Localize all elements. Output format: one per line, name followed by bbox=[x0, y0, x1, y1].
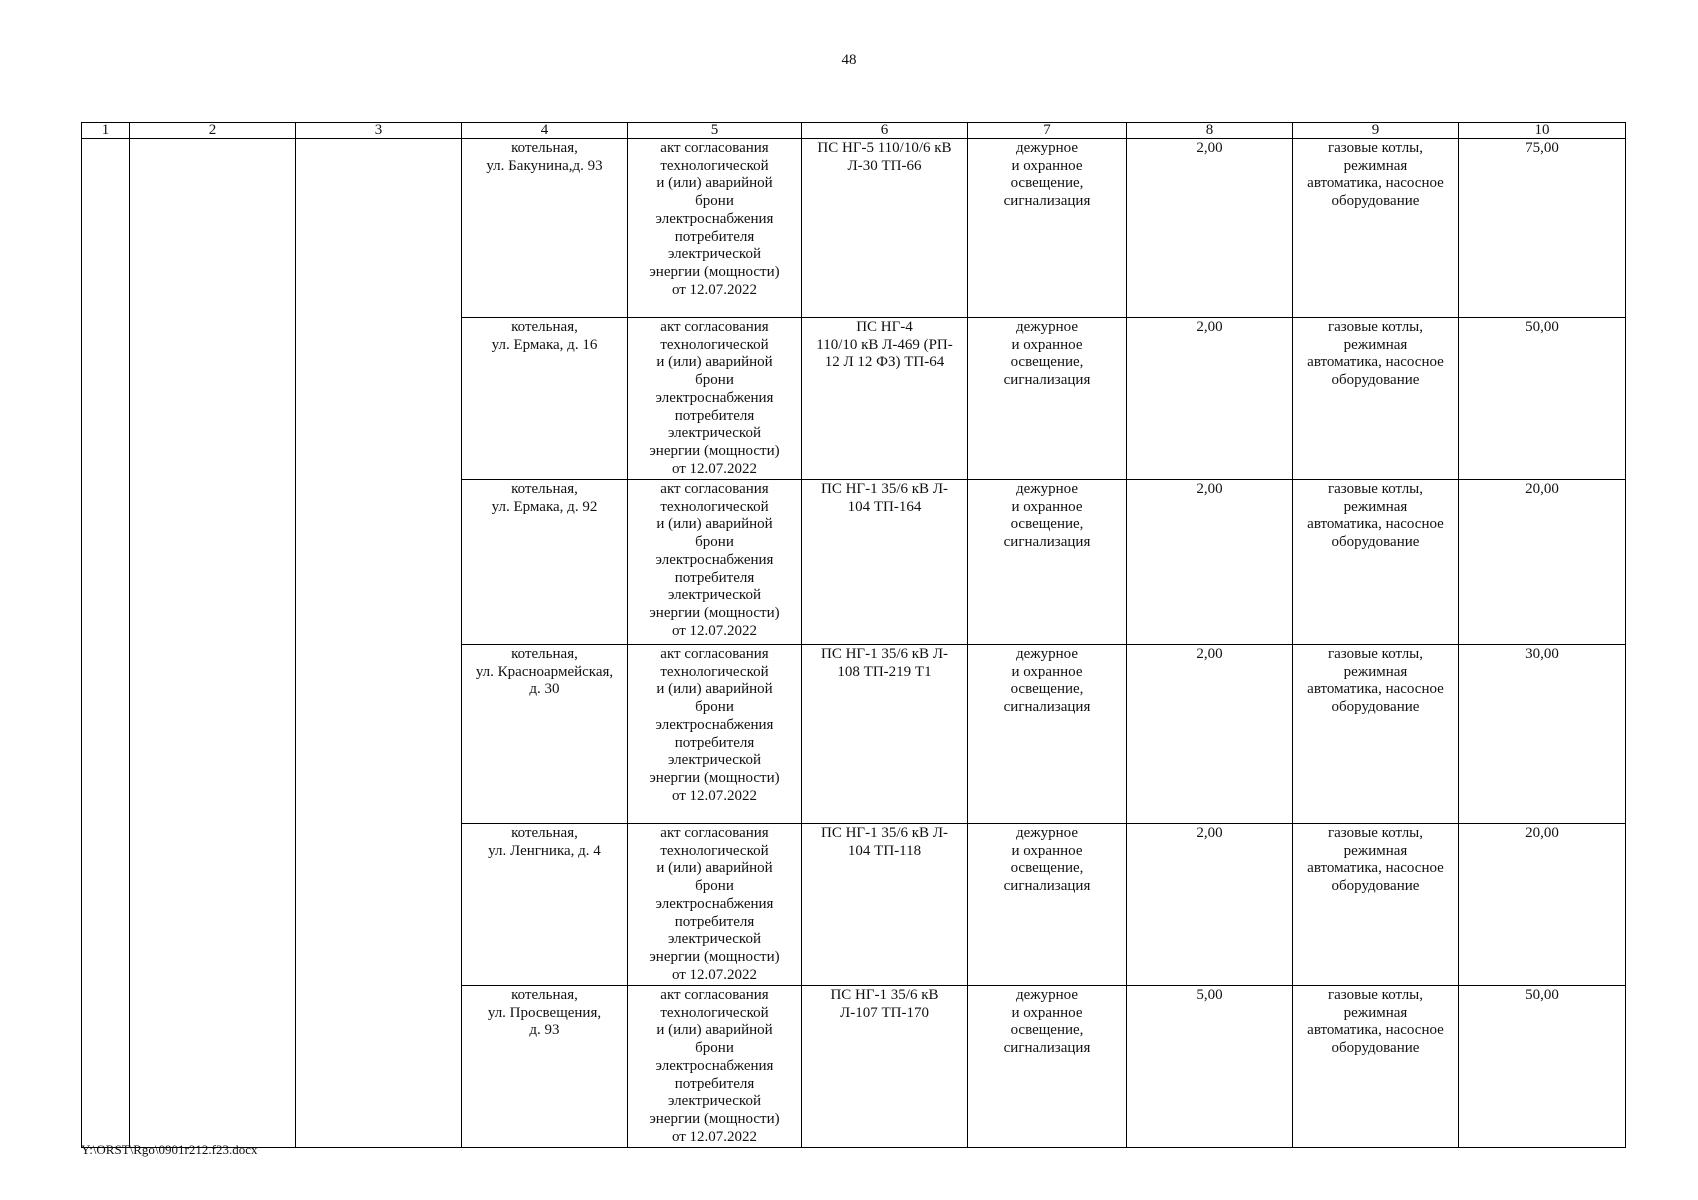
object-cell: котельная, ул. Просвещения, д. 93 bbox=[462, 986, 628, 1148]
value-cell: 75,00 bbox=[1459, 139, 1626, 318]
object-cell: котельная, ул. Бакунина,д. 93 bbox=[462, 139, 628, 318]
column-number-row bbox=[82, 123, 1626, 139]
feeder-cell: ПС НГ-5 110/10/6 кВ Л-30 ТП-66 bbox=[802, 139, 968, 318]
value-cell: 20,00 bbox=[1459, 824, 1626, 986]
object-cell: котельная, ул. Ленгника, д. 4 bbox=[462, 824, 628, 986]
page-number: 48 bbox=[841, 52, 857, 68]
load-type-cell: дежурное и охранное освещение, сигнализация bbox=[968, 645, 1127, 824]
load-type-cell: дежурное и охранное освещение, сигнализация bbox=[968, 824, 1127, 986]
value-cell: 50,00 bbox=[1459, 318, 1626, 480]
value-cell: 20,00 bbox=[1459, 480, 1626, 645]
power-cell: 2,00 bbox=[1127, 824, 1293, 986]
power-cell: 2,00 bbox=[1127, 480, 1293, 645]
feeder-cell: ПС НГ-1 35/6 кВ Л-107 ТП-170 bbox=[802, 986, 968, 1148]
document-cell: акт согласования технологической и (или) аварийной брони электроснабжения потребителя электрической энергии (мощности) от 12.07.2022 bbox=[628, 986, 802, 1148]
object-cell: котельная, ул. Ермака, д. 92 bbox=[462, 480, 628, 645]
value-cell: 50,00 bbox=[1459, 986, 1626, 1148]
column-number-cell: 7 bbox=[968, 123, 1127, 139]
object-cell: котельная, ул. Красноармейская, д. 30 bbox=[462, 645, 628, 824]
empty-merged-cell bbox=[82, 139, 130, 1148]
equipment-cell: газовые котлы, режимная автоматика, насосное оборудование bbox=[1293, 645, 1459, 824]
equipment-cell: газовые котлы, режимная автоматика, насосное оборудование bbox=[1293, 480, 1459, 645]
empty-merged-cell bbox=[296, 139, 462, 1148]
value-cell: 30,00 bbox=[1459, 645, 1626, 824]
load-type-cell: дежурное и охранное освещение, сигнализация bbox=[968, 986, 1127, 1148]
column-number-cell: 9 bbox=[1293, 123, 1459, 139]
equipment-cell: газовые котлы, режимная автоматика, насосное оборудование bbox=[1293, 986, 1459, 1148]
document-cell: акт согласования технологической и (или) аварийной брони электроснабжения потребителя электрической энергии (мощности) от 12.07.2022 bbox=[628, 480, 802, 645]
object-cell: котельная, ул. Ермака, д. 16 bbox=[462, 318, 628, 480]
power-cell: 2,00 bbox=[1127, 318, 1293, 480]
equipment-cell: газовые котлы, режимная автоматика, насосное оборудование bbox=[1293, 139, 1459, 318]
document-cell: акт согласования технологической и (или) аварийной брони электроснабжения потребителя электрической энергии (мощности) от 12.07.2022 bbox=[628, 318, 802, 480]
column-number-cell: 1 bbox=[82, 123, 130, 139]
load-type-cell: дежурное и охранное освещение, сигнализация bbox=[968, 318, 1127, 480]
power-cell: 5,00 bbox=[1127, 986, 1293, 1148]
column-number-cell: 2 bbox=[130, 123, 296, 139]
equipment-cell: газовые котлы, режимная автоматика, насосное оборудование bbox=[1293, 318, 1459, 480]
column-number-cell: 5 bbox=[628, 123, 802, 139]
empty-merged-cell bbox=[130, 139, 296, 1148]
column-number-cell: 8 bbox=[1127, 123, 1293, 139]
footer-file-path: Y:\ORST\Rgo\0901r212.f23.docx bbox=[81, 1142, 258, 1157]
feeder-cell: ПС НГ-1 35/6 кВ Л- 104 ТП-118 bbox=[802, 824, 968, 986]
document-cell: акт согласования технологической и (или) аварийной брони электроснабжения потребителя электрической энергии (мощности) от 12.07.2022 bbox=[628, 824, 802, 986]
column-number-cell: 4 bbox=[462, 123, 628, 139]
document-cell: акт согласования технологической и (или) аварийной брони электроснабжения потребителя электрической энергии (мощности) от 12.07.2022 bbox=[628, 645, 802, 824]
column-number-cell: 3 bbox=[296, 123, 462, 139]
feeder-cell: ПС НГ-1 35/6 кВ Л- 108 ТП-219 Т1 bbox=[802, 645, 968, 824]
column-number-cell: 6 bbox=[802, 123, 968, 139]
equipment-cell: газовые котлы, режимная автоматика, насосное оборудование bbox=[1293, 824, 1459, 986]
document-cell: акт согласования технологической и (или) аварийной брони электроснабжения потребителя электрической энергии (мощности) от 12.07.2022 bbox=[628, 139, 802, 318]
load-type-cell: дежурное и охранное освещение, сигнализация bbox=[968, 139, 1127, 318]
load-type-cell: дежурное и охранное освещение, сигнализация bbox=[968, 480, 1127, 645]
document-table-container bbox=[81, 122, 1625, 1148]
column-number-cell: 10 bbox=[1459, 123, 1626, 139]
table-body bbox=[82, 123, 1626, 1148]
document-table bbox=[81, 122, 1626, 1148]
table-row bbox=[82, 139, 1626, 318]
feeder-cell: ПС НГ-4 110/10 кВ Л-469 (РП- 12 Л 12 ФЗ) ТП-64 bbox=[802, 318, 968, 480]
power-cell: 2,00 bbox=[1127, 645, 1293, 824]
power-cell: 2,00 bbox=[1127, 139, 1293, 318]
feeder-cell: ПС НГ-1 35/6 кВ Л- 104 ТП-164 bbox=[802, 480, 968, 645]
